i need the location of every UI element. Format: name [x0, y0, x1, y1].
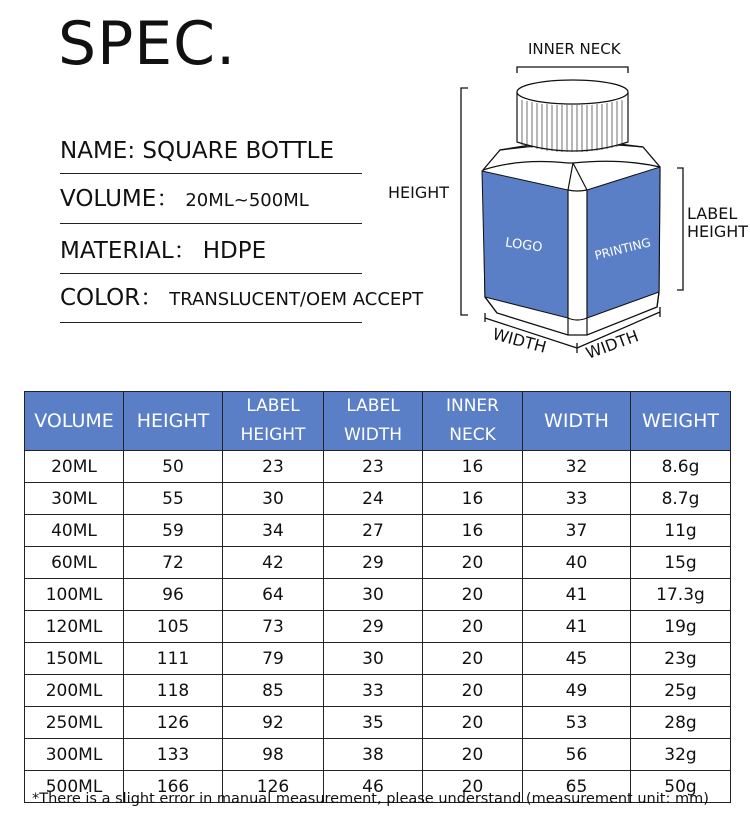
table-cell: 50 [124, 451, 223, 483]
table-cell: 19g [631, 611, 731, 643]
table-cell: 20 [423, 611, 523, 643]
table-cell: 30ML [25, 483, 124, 515]
table-cell: 23 [324, 451, 423, 483]
table-cell: 40 [523, 547, 631, 579]
table-cell: 41 [523, 579, 631, 611]
cap-ridges [522, 100, 622, 152]
column-header [223, 392, 324, 451]
table-cell: 126 [223, 771, 324, 803]
printing-text: PRINTING [593, 235, 653, 263]
header-line: NECK [449, 425, 496, 445]
table-cell: 28g [631, 707, 731, 739]
table-row [25, 675, 731, 707]
table-cell: 27 [324, 515, 423, 547]
table-cell: 32 [523, 451, 631, 483]
table-cell: 20 [423, 771, 523, 803]
table-cell: 24 [324, 483, 423, 515]
logo-text: LOGO [504, 235, 544, 256]
table-cell: 20 [423, 675, 523, 707]
table-cell: 34 [223, 515, 324, 547]
table-cell: 133 [124, 739, 223, 771]
table-cell: 23g [631, 643, 731, 675]
table-cell: 8.6g [631, 451, 731, 483]
column-header: WIDTH [523, 392, 631, 451]
table-cell: 42 [223, 547, 324, 579]
table-cell: 45 [523, 643, 631, 675]
column-header: HEIGHT [124, 392, 223, 451]
spec-label: VOLUME： [60, 186, 180, 212]
table-cell: 250ML [25, 707, 124, 739]
table-cell: 17.3g [631, 579, 731, 611]
table-cell: 20 [423, 707, 523, 739]
spec-value: HDPE [202, 238, 267, 264]
table-cell: 92 [223, 707, 324, 739]
table-cell: 120ML [25, 611, 124, 643]
table-cell: 118 [124, 675, 223, 707]
table-row [25, 451, 731, 483]
table-cell: 73 [223, 611, 324, 643]
label-height-bracket [677, 168, 683, 290]
spec-table [24, 391, 731, 803]
table-cell: 29 [324, 611, 423, 643]
spec-name [60, 123, 362, 174]
table-cell: 20ML [25, 451, 124, 483]
table-cell: 23 [223, 451, 324, 483]
table-cell: 55 [124, 483, 223, 515]
table-cell: 41 [523, 611, 631, 643]
table-cell: 50g [631, 771, 731, 803]
table-cell: 29 [324, 547, 423, 579]
table-cell: 33 [324, 675, 423, 707]
table-cell: 20 [423, 579, 523, 611]
table-cell: 16 [423, 451, 523, 483]
table-cell: 15g [631, 547, 731, 579]
header-line: LABEL [246, 396, 300, 416]
table-cell: 30 [324, 579, 423, 611]
inner-neck-bracket [517, 67, 628, 73]
column-header: VOLUME [25, 392, 124, 451]
table-cell: 56 [523, 739, 631, 771]
table-row [25, 643, 731, 675]
table-cell: 32g [631, 739, 731, 771]
table-cell: 35 [324, 707, 423, 739]
spec-value: TRANSLUCENT/OEM ACCEPT [169, 289, 424, 310]
spec-volume [60, 173, 362, 224]
column-header [423, 392, 523, 451]
table-cell: 150ML [25, 643, 124, 675]
table-cell: 30 [223, 483, 324, 515]
height-bracket [461, 88, 468, 315]
table-cell: 11g [631, 515, 731, 547]
table-cell: 126 [124, 707, 223, 739]
header-line: INNER [445, 396, 499, 416]
table-cell: 166 [124, 771, 223, 803]
table-cell: 37 [523, 515, 631, 547]
table-cell: 25g [631, 675, 731, 707]
table-cell: 16 [423, 515, 523, 547]
table-cell: 60ML [25, 547, 124, 579]
inner-neck-label: INNER NECK [528, 40, 621, 58]
table-cell: 100ML [25, 579, 124, 611]
table-cell: 85 [223, 675, 324, 707]
table-cell: 105 [124, 611, 223, 643]
table-cell: 200ML [25, 675, 124, 707]
table-row [25, 483, 731, 515]
header-line: WIDTH [343, 425, 403, 445]
spec-label: MATERIAL： [60, 238, 197, 264]
bottle-illustration [380, 30, 750, 375]
spec-color [60, 272, 424, 323]
table-cell: 20 [423, 739, 523, 771]
table-cell: 96 [124, 579, 223, 611]
table-cell: 53 [523, 707, 631, 739]
table-cell: 65 [523, 771, 631, 803]
measurement-note: *There is a slight error in manual measurement, please understand (measurement unit: mm) [32, 791, 709, 807]
page-title: SPEC. [58, 9, 237, 79]
cap-top [517, 80, 628, 104]
width-right-label: WIDTH [583, 326, 642, 363]
label-height-label-line1: LABEL [687, 204, 738, 223]
table-cell: 72 [124, 547, 223, 579]
label-height-label-line2: HEIGHT [687, 222, 749, 241]
spec-value: 20ML~500ML [185, 190, 309, 211]
header-line: LABEL [346, 396, 400, 416]
table-cell: 40ML [25, 515, 124, 547]
table-cell: 111 [124, 643, 223, 675]
table-row [25, 739, 731, 771]
spec-label: NAME: SQUARE BOTTLE [60, 138, 334, 164]
table-cell: 46 [324, 771, 423, 803]
table-row [25, 707, 731, 739]
table-cell: 49 [523, 675, 631, 707]
table-row [25, 547, 731, 579]
spec-material [60, 223, 362, 274]
table-cell: 8.7g [631, 483, 731, 515]
table-row [25, 611, 731, 643]
width-left-label: WIDTH [490, 324, 549, 357]
table-cell: 20 [423, 643, 523, 675]
table-cell: 64 [223, 579, 324, 611]
table-cell: 33 [523, 483, 631, 515]
column-header: WEIGHT [631, 392, 731, 451]
header-line: HEIGHT [240, 425, 306, 445]
table-cell: 500ML [25, 771, 124, 803]
table-cell: 98 [223, 739, 324, 771]
table-row [25, 515, 731, 547]
table-cell: 79 [223, 643, 324, 675]
spec-label: COLOR： [60, 285, 164, 311]
table-cell: 20 [423, 547, 523, 579]
table-row [25, 579, 731, 611]
column-header [324, 392, 423, 451]
height-label: HEIGHT [388, 183, 450, 202]
table-header-row [25, 392, 731, 451]
bottle-diagram [380, 30, 750, 375]
table-cell: 16 [423, 483, 523, 515]
table-cell: 59 [124, 515, 223, 547]
table-cell: 300ML [25, 739, 124, 771]
table-cell: 30 [324, 643, 423, 675]
table-cell: 38 [324, 739, 423, 771]
